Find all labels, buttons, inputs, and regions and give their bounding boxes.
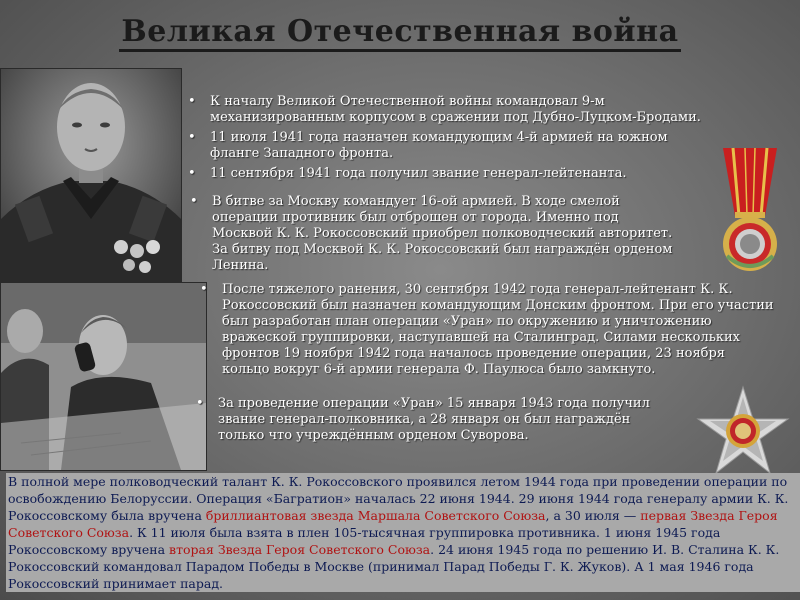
list-item-text: К началу Великой Отечественной войны командовал 9-м механизированным корпусом в сражении под Дубно-Луцком-Бродами. <box>210 94 701 125</box>
bullet-stalingrad <box>200 282 775 382</box>
bullet-list-early-war <box>188 94 708 186</box>
order-of-suvorov-image <box>696 385 790 475</box>
bottom-paragraph <box>6 473 800 592</box>
page-title <box>0 14 800 49</box>
bullet-moscow-battle <box>190 194 680 278</box>
list-item <box>188 166 708 182</box>
list-item-text: За проведение операции «Уран» 15 января 1943 года получил звание генерал-полковника, а 28 января он был награждён только что учреждённым орденом Суворова. <box>218 396 650 443</box>
highlight-text: первая Звезда Героя Советского Союза <box>8 508 778 540</box>
bottom-text-part: . К 11 июля была взята в плен 105-тысячная группировка противника. 1 июня 1945 года Рокоссовскому вручена <box>8 525 721 557</box>
portrait-photo <box>0 68 182 284</box>
bottom-text-part: . 24 июня 1945 года по решению И. В. Сталина К. К. Рокоссовский командовал Парадом Победы в Москве (принимал Парад Победы Г. К. Жуков). А 1 мая 1946 года Рокоссовский принимает парад. <box>8 542 780 591</box>
bottom-text-part: В полной мере полководческий талант К. К. Рокоссовского проявился летом 1944 года при проведении операции по освобождению Белоруссии. Операция «Багратион» началась 22 июня 1944. 29 июня 1944 года генералу армии К. К. Рокоссовскому была вручена <box>8 474 789 523</box>
list-item-text: 11 сентября 1941 года получил звание генерал-лейтенанта. <box>210 166 627 181</box>
bullet-marker: • <box>196 396 204 411</box>
list-item-text: В битве за Москву командует 16-ой армией. В ходе смелой операции противник был отброшен от города. Именно под Москвой К. К. Рокоссовский приобрел полководческий авторитет. За битву под Москвой К. К. Рокоссовский был награждён орденом Ленина. <box>212 194 673 273</box>
list-item <box>188 130 708 162</box>
bullet-marker: • <box>200 282 208 297</box>
page-title-text: Великая Отечественная война <box>119 14 680 52</box>
list-item <box>200 282 775 378</box>
list-item <box>190 194 680 274</box>
bullet-marker: • <box>188 94 196 109</box>
list-item-text: После тяжелого ранения, 30 сентября 1942 года генерал-лейтенант К. К. Рокоссовский был назначен командующим Донским фронтом. При его участии был разработан план операции «Уран» по окружению и уничтожению вражеской группировки, наступавшей на Сталинград. Силами нескольких фронтов 19 ноября 1942 года началось проведение операции, 23 ноября кольцо вокруг 6-й армии генерала Ф. Паулюса было замкнуто. <box>222 282 774 377</box>
list-item <box>196 396 666 444</box>
telephone-photo <box>0 282 207 471</box>
bottom-text-part: , а 30 июля — <box>545 508 641 523</box>
bullet-operation-uranus-award <box>196 396 666 448</box>
list-item-text: 11 июля 1941 года назначен командующим 4-й армией на южном фланге Западного фронта. <box>210 130 668 161</box>
list-item <box>188 94 708 126</box>
bullet-marker: • <box>188 166 196 181</box>
highlight-text: бриллиантовая звезда Маршала Советского Союза <box>205 508 546 523</box>
bullet-marker: • <box>188 130 196 145</box>
highlight-text: вторая Звезда Героя Советского Союза <box>169 542 431 557</box>
order-of-lenin-image <box>709 146 791 274</box>
bullet-marker: • <box>190 194 198 209</box>
